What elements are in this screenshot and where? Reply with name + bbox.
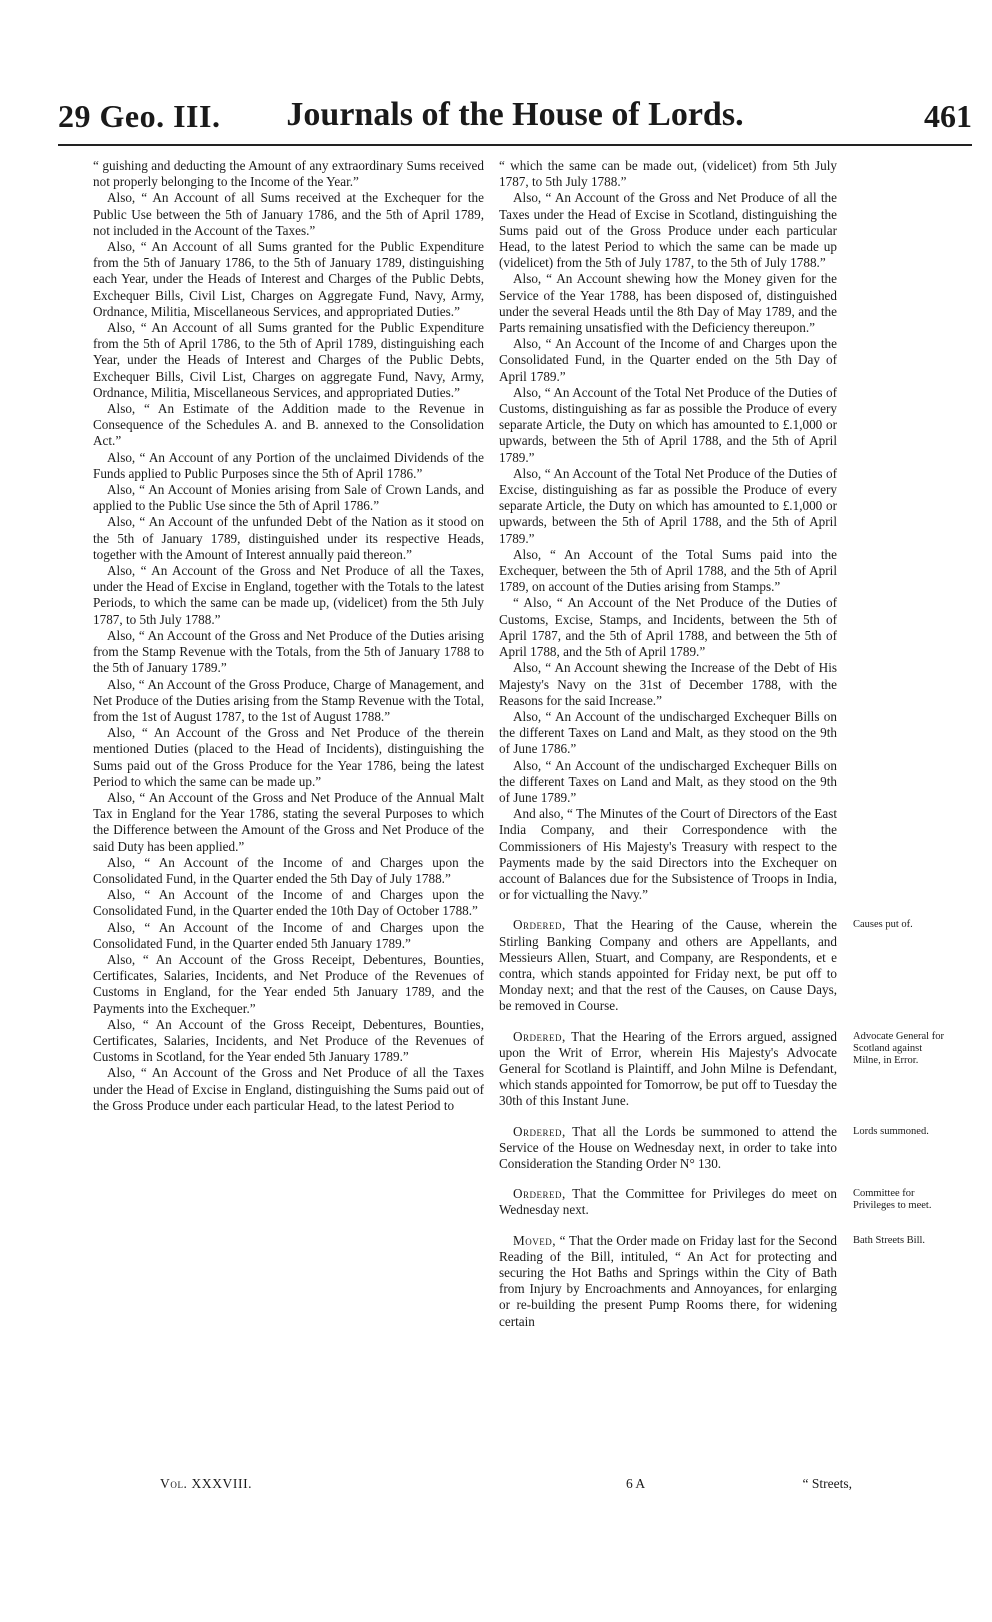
margin-note: Advocate General for Scotland against Milne, in Error. bbox=[853, 1030, 944, 1066]
paragraph: Also, “ An Account of the undischarged Exchequer Bills on the different Taxes on Land and Malt, as they stood on the 9th of June 1786.” bbox=[499, 708, 837, 757]
regnal-year: 29 Geo. III. bbox=[58, 98, 221, 134]
right-column bbox=[499, 158, 837, 1330]
order-lead: Ordered, bbox=[513, 1186, 566, 1202]
paragraph: Also, “ An Account of the unfunded Debt of the Nation as it stood on the 5th of January 1789, distinguished under its respective Heads, together with the Amount of Interest annually paid thereon.” bbox=[93, 514, 484, 562]
paragraph: Also, “ An Account of the undischarged Exchequer Bills on the different Taxes on Land and Malt, as they stood on the 9th of June 1789.” bbox=[499, 757, 837, 805]
signature-mark: 6 A bbox=[626, 1476, 646, 1491]
margin-note: Bath Streets Bill. bbox=[853, 1234, 926, 1246]
paragraph: Also, “ An Account of the Gross and Net Produce of the Duties arising from the Stamp Revenue with the Totals, from the 5th of January 1788 to the 5th of January 1789.” bbox=[93, 627, 484, 676]
margin-note: Causes put of. bbox=[853, 919, 913, 931]
paragraph: Also, “ An Account of the Total Net Produce of the Duties of Customs, distinguishing as far as possible the Produce of every separate Article, the Duty on which has amounted to £.1,000 or upwards, between the 5th of April 1788, and the 5th of April 1789.” bbox=[499, 384, 837, 465]
page-footer bbox=[160, 1476, 852, 1496]
paragraph: Also, “ An Account of the Income of and Charges upon the Consolidated Fund, in the Quarter ended 5th January 1789.” bbox=[93, 919, 484, 951]
paragraph: Also, “ An Account of the Income of and Charges upon the Consolidated Fund, in the Quarter ended the 5th Day of July 1788.” bbox=[93, 854, 484, 886]
order-causes-put-off bbox=[499, 917, 837, 1014]
order-text: That the Hearing of the Cause, wherein the Stirling Banking Company and others are Appellants, and Messieurs Allen, Stuart, and Company, are Respondents, et e contra, which stands appointed for Friday next, be put off to Monday next; and that the rest of the Causes, on Cause Days, be removed in Course. bbox=[499, 917, 837, 1014]
paragraph: Also, “ An Account shewing how the Money given for the Service of the Year 1788, has been disposed of, distinguished under the several Heads until the 8th Day of May 1789, and the Parts remaining unsatisfied with the Deficiency thereupon.” bbox=[499, 271, 837, 336]
page-header bbox=[58, 96, 972, 146]
order-lead: Ordered, bbox=[513, 1123, 566, 1139]
paragraph: “ Also, “ An Account of the Net Produce of the Duties of Customs, Excise, Stamps, and Incidents, between the 5th of April 1787, and the 5th of April 1788, and between the 5th of April 1788, and the 5th of April 1789.” bbox=[499, 595, 837, 660]
paragraph: Also, “ An Account of the Gross Receipt, Debentures, Bounties, Certificates, Salaries, Incidents, and Net Produce of the Revenues of Customs in Scotland, for the Year ended 5th January 1789.” bbox=[93, 1016, 484, 1065]
paragraph: Also, “ An Account of the Income of and Charges upon the Consolidated Fund, in the Quarter ended the 10th Day of October 1788.” bbox=[93, 887, 484, 919]
paragraph: Also, “ An Account of the Gross and Net Produce of all the Taxes under the Head of Excise in Scotland, distinguishing the Sums paid out of the Gross Produce under each particular Head, to the latest Period to which the same can be made up (videlicet) from the 5th of July 1787, to the 5th of July 1788.” bbox=[499, 190, 837, 271]
left-column bbox=[93, 158, 484, 1114]
margin-note: Lords summoned. bbox=[853, 1125, 929, 1137]
paragraph: “ which the same can be made out, (videlicet) from 5th July 1787, to 5th July 1788.” bbox=[499, 158, 837, 190]
motion-bath-streets-bill bbox=[499, 1233, 837, 1330]
paragraph: Also, “ An Account shewing the Increase of the Debt of His Majesty's Navy on the 31st of December 1788, with the Reasons for the said Increase.” bbox=[499, 660, 837, 708]
order-lead: Ordered, bbox=[513, 917, 566, 933]
volume-label: Vol. XXXVIII. bbox=[160, 1476, 253, 1491]
order-text: “ That the Order made on Friday last for the Second Reading of the Bill, intituled, “ An Act for protecting and securing the Hot Baths and Springs within the City of Bath from Injury by Encroachments and Annoyances, for enlarging or re-building the present Pump Rooms there, for widening certain bbox=[499, 1232, 837, 1329]
paragraph: Also, “ An Account of Monies arising from Sale of Crown Lands, and applied to the Public Use since the 5th of April 1786.” bbox=[93, 482, 484, 514]
running-title: Journals of the House of Lords. bbox=[286, 96, 744, 133]
paragraph: Also, “ An Account of all Sums received at the Exchequer for the Public Use between the 5th of January 1786, and the 5th of April 1789, not included in the Account of the Taxes.” bbox=[93, 190, 484, 238]
order-text: That the Committee for Privileges do meet on Wednesday next. bbox=[499, 1186, 837, 1218]
paragraph: Also, “ An Account of the Total Sums paid into the Exchequer, between the 5th of April 1788, and the 5th of April 1789, on account of the Duties arising from Stamps.” bbox=[499, 546, 837, 595]
catchword: “ Streets, bbox=[802, 1476, 852, 1491]
paragraph: Also, “ An Account of any Portion of the unclaimed Dividends of the Funds applied to Public Purposes since the 5th of April 1786.” bbox=[93, 449, 484, 481]
order-lead: Ordered, bbox=[513, 1028, 566, 1044]
page-number: 461 bbox=[924, 98, 972, 134]
paragraph: Also, “ An Account of the Gross Produce, Charge of Management, and Net Produce of the Duties arising from the Stamp Revenue with the Total, from the 1st of August 1787, to the 1st of August 1788.” bbox=[93, 676, 484, 724]
paragraph: “ guishing and deducting the Amount of any extraordinary Sums received not properly belonging to the Income of the Year.” bbox=[93, 158, 484, 190]
paragraph: Also, “ An Account of the Gross and Net Produce of all the Taxes, under the Head of Excise in England, together with the Totals to the latest Periods, to which the same can be made up, (videlicet) from the 5th July 1787, to 5th July 1788.” bbox=[93, 563, 484, 627]
order-text: That the Hearing of the Errors argued, assigned upon the Writ of Error, wherein His Majesty's Advocate General for Scotland is Plaintiff, and John Milne is Defendant, which stands appointed for Tomorrow, be put off to Tuesday the 30th of this Instant June. bbox=[499, 1028, 838, 1109]
order-committee-privileges bbox=[499, 1186, 837, 1218]
paragraph: Also, “ An Account of all Sums granted for the Public Expenditure from the 5th of January 1786, to the 5th of January 1789, distinguishing each Year, under the Heads of Interest and Charges of the Public Debts, Exchequer Bills, Civil List, Charges on Aggregate Fund, Navy, Army, Ordnance, Militia, Miscellaneous Services, and appropriated Duties.” bbox=[93, 239, 484, 319]
paragraph: Also, “ An Account of the Gross and Net Produce of all the Taxes under the Head of Excise in England, distinguishing the Sums paid out of the Gross Produce under each particular Head, to the latest Period to bbox=[93, 1065, 484, 1113]
order-lords-summoned bbox=[499, 1124, 837, 1173]
paragraph: Also, “ An Estimate of the Addition made to the Revenue in Consequence of the Schedules A. and B. annexed to the Consolidation Act.” bbox=[93, 401, 484, 449]
paragraph: And also, “ The Minutes of the Court of Directors of the East India Company, and their Correspondence with the Commissioners of His Majesty's Treasury with respect to the Payments made by the said Directors into the Exchequer on account of Balances due for the Subsistence of Troops in India, or for victualling the Navy.” bbox=[499, 806, 837, 903]
order-text: That all the Lords be summoned to attend the Service of the House on Wednesday next, in order to take into Consideration the Standing Order N° 130. bbox=[499, 1123, 837, 1171]
paragraph: Also, “ An Account of the Gross and Net Produce of the Annual Malt Tax in England for the Year 1786, stating the several Purposes to which the Difference between the Amount of the Gross and Net Produce of the said Duty has been applied.” bbox=[93, 789, 484, 854]
paragraph: Also, “ An Account of the Income of and Charges upon the Consolidated Fund, in the Quarter ended on the 5th Day of April 1789.” bbox=[499, 336, 837, 384]
paragraph: Also, “ An Account of the Gross and Net Produce of the therein mentioned Duties (placed to the Head of Incidents), distinguishing the Sums paid out of the Gross Produce for the Year 1786, being the latest Period to which the same can be made up.” bbox=[93, 725, 484, 789]
paragraph: Also, “ An Account of the Gross Receipt, Debentures, Bounties, Certificates, Salaries, Incidents, and Net Produce of the Revenues of Customs in England, for the Year ended 5th January 1789, and the Payments into the Exchequer.” bbox=[93, 951, 484, 1016]
margin-note: Committee for Privileges to meet. bbox=[853, 1188, 932, 1212]
paragraph: Also, “ An Account of all Sums granted for the Public Expenditure from the 5th of April 1786, to the 5th of April 1789, distinguishing each Year, under the Heads of Interest and Charges of the Public Debts, Exchequer Bills, Civil List, Charges on aggregate Fund, Navy, Army, Ordnance, Militia, Miscellaneous Services, and appropriated Duties.” bbox=[93, 320, 484, 400]
order-lead: Moved, bbox=[513, 1232, 557, 1248]
paragraph: Also, “ An Account of the Total Net Produce of the Duties of Excise, distinguishing as far as possible the Produce of every separate Article, the Duty on which has amounted to £.1,000 or upwards, between the 5th of April 1788, and the 5th of April 1789.” bbox=[499, 465, 837, 546]
order-advocate-general bbox=[499, 1029, 837, 1110]
